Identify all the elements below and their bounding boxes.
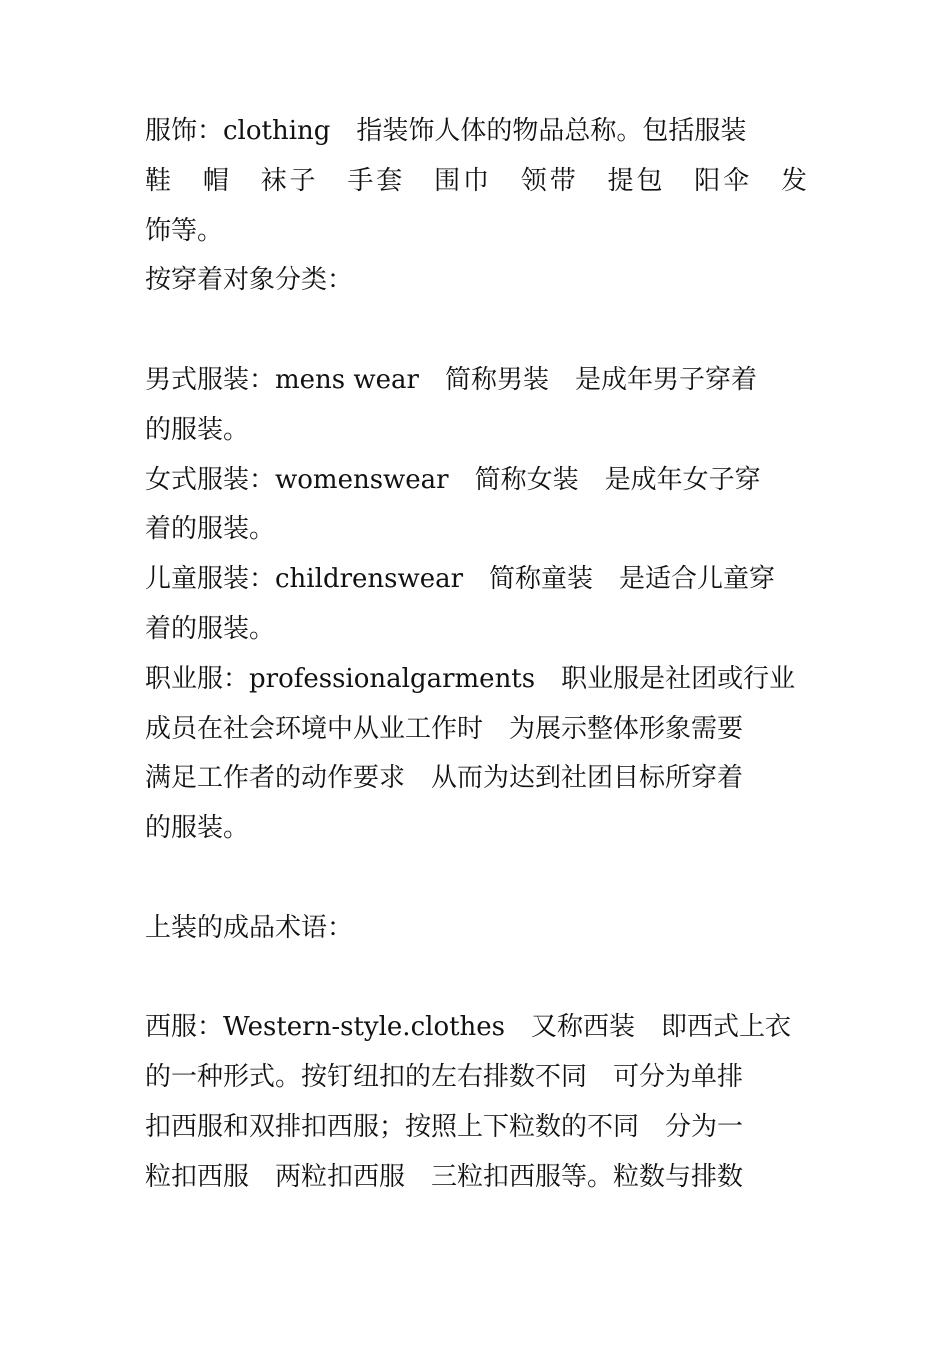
text-line: 的服装。 (145, 813, 250, 844)
blank-line (145, 954, 807, 1004)
text-line: 满足工作者的动作要求 从而为达到社团目标所穿着 (145, 763, 744, 794)
blank-line (145, 306, 807, 356)
document-body-text (145, 107, 807, 1203)
text-line: 职业服：professionalgarments 职业服是社团或行业 (145, 663, 796, 694)
text-line: 按穿着对象分类： (145, 265, 354, 296)
text-line: 男式服装：mens wear 简称男装 是成年男子穿着 (145, 364, 757, 395)
text-line: 西服：Western-style.clothes 又称西装 即西式上衣 (145, 1012, 792, 1043)
text-line: 的服装。 (145, 414, 250, 445)
text-line: 扣西服和双排扣西服；按照上下粒数的不同 分为一 (145, 1111, 744, 1142)
text-line: 女式服装：womenswear 简称女装 是成年女子穿 (145, 464, 761, 495)
text-line: 成员在社会环境中从业工作时 为展示整体形象需要 (145, 713, 744, 744)
text-line: 鞋 帽 袜子 手套 围巾 领带 提包 阳伞 发 (145, 165, 807, 196)
text-line: 着的服装。 (145, 613, 276, 644)
text-line: 着的服装。 (145, 514, 276, 545)
text-line: 饰等。 (145, 215, 224, 246)
blank-line (145, 854, 807, 904)
text-line: 儿童服装：childrenswear 简称童装 是适合儿童穿 (145, 564, 776, 595)
text-line: 服饰：clothing 指装饰人体的物品总称。包括服装 (145, 116, 747, 146)
text-line: 粒扣西服 两粒扣西服 三粒扣西服等。粒数与排数 (145, 1161, 744, 1192)
text-line: 的一种形式。按钉纽扣的左右排数不同 可分为单排 (145, 1062, 744, 1093)
text-line: 上装的成品术语： (145, 912, 354, 943)
